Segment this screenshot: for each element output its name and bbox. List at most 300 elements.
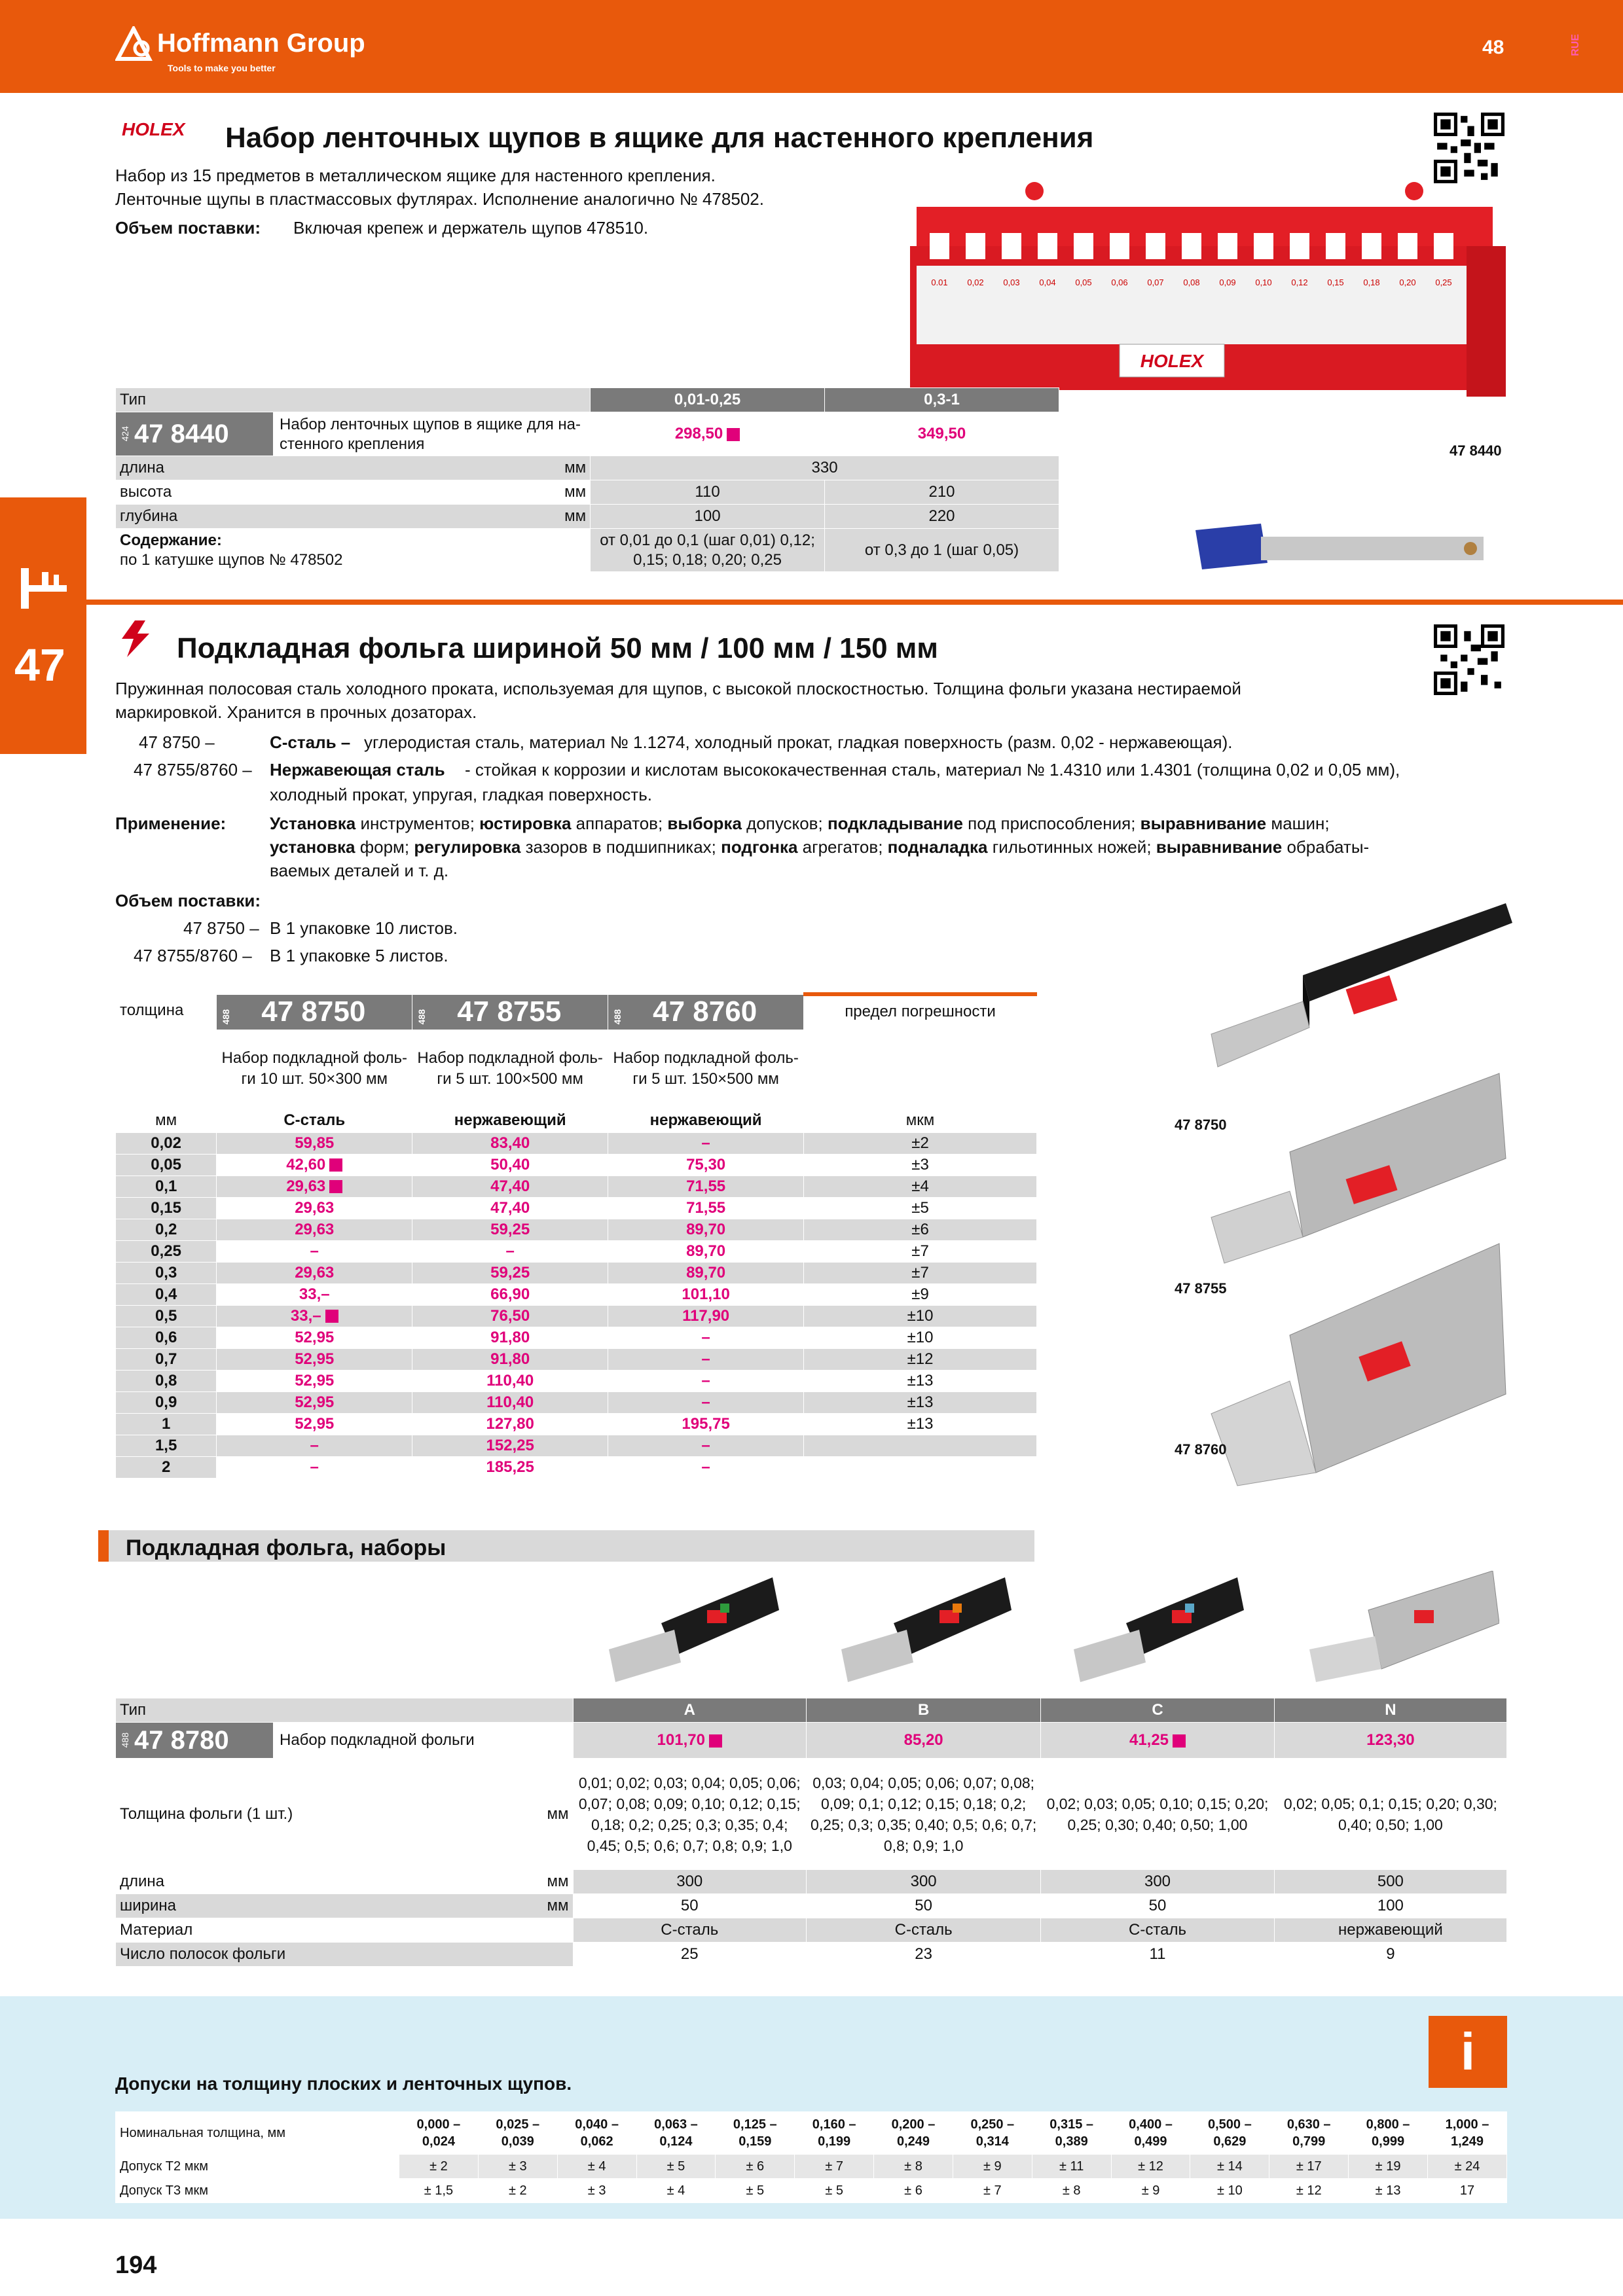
range-line: 0,389 — [1055, 2134, 1088, 2149]
price-cell: – — [608, 1370, 804, 1391]
application-fragment: выравнивание — [1156, 837, 1283, 857]
range-line: 0,024 — [422, 2134, 455, 2149]
table-row — [116, 1413, 1037, 1435]
row-value: 50 — [1041, 1894, 1274, 1918]
desc-478750-l2: ги 10 шт. 50×300 мм — [241, 1070, 388, 1088]
gauge-slot-label: 0,20 — [1399, 278, 1416, 287]
price-N: 123,30 — [1274, 1723, 1506, 1759]
qr-code-icon[interactable] — [1434, 624, 1504, 695]
col-header-2: 0,3-1 — [825, 388, 1059, 412]
application-fragment: регулировка — [414, 837, 521, 857]
delivery2-code1: 47 8750 – — [183, 918, 259, 938]
range-line: 0,199 — [818, 2134, 851, 2149]
price-cell: – — [608, 1327, 804, 1348]
thickness-value: 0,2 — [116, 1219, 217, 1240]
thickness-N — [1274, 1759, 1506, 1870]
thickness-value: 0,5 — [116, 1305, 217, 1327]
error-limit-value — [804, 1435, 1037, 1456]
gauge-slot-label: 0,15 — [1327, 278, 1344, 287]
t2-value: ± 12 — [1111, 2155, 1190, 2179]
thickness-value: 0,02 — [116, 1132, 217, 1154]
table-foil-sets — [115, 1698, 1507, 1967]
price-cell: 89,70 — [608, 1262, 804, 1283]
gauge-slot — [1434, 233, 1453, 259]
application-line2 — [270, 835, 1369, 859]
price-cell: 83,40 — [412, 1132, 608, 1154]
box-brand-label: HOLEX — [1140, 351, 1204, 371]
t3-value: ± 1,5 — [399, 2179, 479, 2203]
depth-value-2: 220 — [825, 505, 1059, 529]
price-cell: 152,25 — [412, 1435, 608, 1456]
unit-mm: мм — [116, 1108, 217, 1132]
table-row — [116, 1219, 1037, 1240]
price-cell: 89,70 — [608, 1219, 804, 1240]
thickness-set-label: Толщина фольги (1 шт.) — [120, 1804, 293, 1823]
price-cell: 33,– — [217, 1283, 412, 1305]
range-line: 0,125 – — [733, 2117, 777, 2132]
content-label: Содержание: — [120, 531, 222, 549]
section-divider — [86, 600, 1623, 605]
gauge-slot-label: 0,08 — [1183, 278, 1200, 287]
table-row — [116, 1305, 1037, 1327]
table-478440 — [115, 387, 1059, 572]
thickness-line: 0,03; 0,04; 0,05; 0,06; 0,07; 0,08; — [812, 1774, 1035, 1791]
price-2: 349,50 — [825, 412, 1059, 456]
price-cell: – — [608, 1435, 804, 1456]
price-cell: 185,25 — [412, 1456, 608, 1478]
range-line: 0,063 – — [654, 2117, 698, 2132]
application-fragment: Установка — [270, 814, 356, 833]
thickness-label: толщина — [116, 994, 217, 1108]
t3-value: ± 9 — [1111, 2179, 1190, 2203]
thickness-value: 0,25 — [116, 1240, 217, 1262]
row-value: 11 — [1041, 1943, 1274, 1967]
delivery2-text1: В 1 упаковке 10 листов. — [270, 918, 458, 938]
error-limit-value: ±12 — [804, 1348, 1037, 1370]
price-cell: 47,40 — [412, 1197, 608, 1219]
gauge-slot-label: 0,12 — [1291, 278, 1308, 287]
material-478760: нержавеющий — [608, 1108, 804, 1132]
range-line: 0,040 – — [575, 2117, 619, 2132]
thickness-line: 0,07; 0,08; 0,09; 0,10; 0,12; 0,15; — [578, 1795, 801, 1812]
nominal-range — [1427, 2112, 1506, 2155]
price-cell: 47,40 — [412, 1175, 608, 1197]
application-fragment: подгонка — [721, 837, 798, 857]
delivery2-text2: В 1 упаковке 5 листов. — [270, 946, 448, 965]
thickness-line: 0,45; 0,5; 0,6; 0,7; 0,8; 0,9; 1,0 — [587, 1837, 792, 1854]
brand-lightning-icon — [115, 619, 161, 658]
gauge-slot-label: 0,02 — [967, 278, 984, 287]
content-2: от 0,3 до 1 (шаг 0,05) — [825, 529, 1059, 572]
price-cell: 29,63 — [217, 1219, 412, 1240]
col-header-1: 0,01-0,25 — [591, 388, 825, 412]
range-line: 0,630 – — [1286, 2117, 1331, 2132]
t2-value: ± 5 — [636, 2155, 716, 2179]
delivery-label: Объем поставки: — [115, 218, 261, 238]
content-sublabel: по 1 катушке щупов № 478502 — [120, 550, 343, 569]
thickness-line: 0,02; 0,05; 0,1; 0,15; 0,20; 0,30; — [1283, 1795, 1497, 1812]
article-prefix: 488 — [416, 1009, 428, 1025]
table-row — [116, 1154, 1037, 1175]
gauge-slot-label: 0,04 — [1039, 278, 1056, 287]
gauge-slot — [1038, 233, 1057, 259]
price-cell: – — [608, 1348, 804, 1370]
section2-desc-line1: Пружинная полосовая сталь холодного проката, используемая для щупов, с высокой плоскостностью. Толщина фольги указана нестираемой — [115, 679, 1241, 698]
range-line: 1,000 – — [1445, 2117, 1489, 2132]
thickness-value: 0,15 — [116, 1197, 217, 1219]
price-1: 298,50 — [591, 412, 825, 456]
error-limit-value: ±13 — [804, 1370, 1037, 1391]
error-limit-value: ±2 — [804, 1132, 1037, 1154]
type-label: Тип — [116, 1698, 574, 1723]
gauge-slot — [1146, 233, 1165, 259]
row-unit: мм — [564, 459, 587, 476]
price-marker-icon — [709, 1734, 722, 1748]
gauge-slot — [1182, 233, 1201, 259]
price-cell: 101,10 — [608, 1283, 804, 1305]
range-line: 0,999 — [1372, 2134, 1405, 2149]
t2-value: ± 2 — [399, 2155, 479, 2179]
table-row — [116, 1283, 1037, 1305]
error-limit-value — [804, 1456, 1037, 1478]
thickness-B — [807, 1759, 1041, 1870]
gauge-slot-label: 0,10 — [1255, 278, 1272, 287]
gauge-slot — [1110, 233, 1129, 259]
content-1b: 0,15; 0,18; 0,20; 0,25 — [633, 550, 782, 569]
nominal-range — [399, 2112, 479, 2155]
row-label-height: высота — [120, 483, 172, 501]
application-fragment: гильотинных ножей; — [987, 837, 1156, 857]
table-row — [116, 1348, 1037, 1370]
gauge-slot — [1326, 233, 1345, 259]
article-prefix: 488 — [120, 1732, 130, 1748]
row-value: С-сталь — [807, 1918, 1041, 1943]
price-cell: 52,95 — [217, 1391, 412, 1413]
thickness-line: 0,25; 0,30; 0,40; 0,50; 1,00 — [1067, 1816, 1248, 1833]
nominal-range — [795, 2112, 874, 2155]
nominal-range — [1190, 2112, 1269, 2155]
nominal-range — [636, 2112, 716, 2155]
article-prefix: 488 — [612, 1009, 623, 1025]
row-value: 500 — [1274, 1870, 1506, 1894]
price-marker-icon — [329, 1158, 342, 1172]
application-fragment: форм; — [355, 837, 414, 857]
price-cell: – — [412, 1240, 608, 1262]
price-A: 101,70 — [573, 1723, 806, 1759]
price-cell: – — [608, 1132, 804, 1154]
range-line: 1,249 — [1450, 2134, 1484, 2149]
t2-value: ± 8 — [874, 2155, 953, 2179]
t2-value: ± 11 — [1032, 2155, 1111, 2179]
nominal-range — [953, 2112, 1032, 2155]
range-line: 0,159 — [739, 2134, 772, 2149]
info-icon: i — [1429, 2016, 1507, 2088]
price-cell: 52,95 — [217, 1413, 412, 1435]
range-line: 0,249 — [896, 2134, 930, 2149]
row-value: 300 — [807, 1870, 1041, 1894]
application-fragment: подналадка — [887, 837, 988, 857]
error-limit-value: ±3 — [804, 1154, 1037, 1175]
application-fragment: установка — [270, 837, 356, 857]
article-name: Набор подкладной фольги — [280, 1731, 475, 1749]
application-fragment: выравнивание — [1140, 814, 1267, 833]
price-cell: 195,75 — [608, 1413, 804, 1435]
page-number: 194 — [115, 2251, 157, 2279]
tolerance-title: Допуски на толщину плоских и ленточных щупов. — [115, 2073, 572, 2094]
material2-text: - стойкая к коррозии и кислотам высококачественная сталь, материал № 1.4310 или 1.4301 (толщина 0,02 и 0,05 мм), — [465, 760, 1400, 780]
col-C: C — [1041, 1698, 1274, 1723]
row-value: 50 — [807, 1894, 1041, 1918]
t3-value: ± 13 — [1349, 2179, 1428, 2203]
row-unit: мм — [564, 507, 587, 525]
price-cell: 33,– — [217, 1305, 412, 1327]
application-fragment: аппаратов; — [571, 814, 668, 833]
table-row — [116, 1132, 1037, 1154]
tolerance-row-label: Допуск Т2 мкм — [116, 2155, 399, 2179]
row-value: 300 — [573, 1870, 806, 1894]
application-fragment: машин; — [1266, 814, 1330, 833]
material1-text: углеродистая сталь, материал № 1.1274, холодный прокат, гладкая поверхность (разм. 0,02 - нержавеющая). — [364, 732, 1233, 752]
table-row — [116, 1262, 1037, 1283]
error-limit-value: ±13 — [804, 1391, 1037, 1413]
range-line: 0,039 — [501, 2134, 534, 2149]
delivery2-code2: 47 8755/8760 – — [134, 946, 252, 965]
nominal-range — [1111, 2112, 1190, 2155]
range-line: 0,800 – — [1366, 2117, 1410, 2132]
t2-value: ± 24 — [1427, 2155, 1506, 2179]
photo-ref-478760: 47 8760 — [1175, 1441, 1227, 1458]
application-fragment: зазоров в подшипниках; — [520, 837, 721, 857]
holex-brand-logo: HOLEX — [122, 119, 185, 139]
table-row — [116, 1943, 1507, 1967]
tolerance-table — [115, 2111, 1507, 2203]
price-cell: 110,40 — [412, 1391, 608, 1413]
range-line: 0,200 – — [891, 2117, 936, 2132]
nominal-range — [478, 2112, 557, 2155]
row-unit: мм — [564, 483, 587, 501]
delivery2-label: Объем поставки: — [115, 891, 261, 910]
price-cell: – — [608, 1456, 804, 1478]
material1-name: С-сталь – — [270, 732, 351, 752]
error-limit-value: ±9 — [804, 1283, 1037, 1305]
gauge-slot-label: 0,03 — [1003, 278, 1020, 287]
photo-ref-478755: 47 8755 — [1175, 1280, 1227, 1297]
section1-desc-line2: Ленточные щупы в пластмассовых футлярах. Исполнение аналогично № 478502. — [115, 189, 764, 209]
t3-value: ± 6 — [874, 2179, 953, 2203]
price-cell: 127,80 — [412, 1413, 608, 1435]
price-marker-icon — [329, 1180, 342, 1193]
t2-value: ± 6 — [716, 2155, 795, 2179]
hoffmann-logo-icon — [115, 26, 155, 62]
row-label: Материал — [120, 1921, 193, 1939]
price-cell: 42,60 — [217, 1154, 412, 1175]
thickness-value: 0,3 — [116, 1262, 217, 1283]
tolerance-row — [116, 2155, 1507, 2179]
content-1a: от 0,01 до 0,1 (шаг 0,01) 0,12; — [600, 531, 815, 549]
row-value: нержавеющий — [1274, 1918, 1506, 1943]
price-cell: 52,95 — [217, 1327, 412, 1348]
table-row — [116, 1197, 1037, 1219]
col-N: N — [1274, 1698, 1506, 1723]
thickness-C — [1041, 1759, 1274, 1870]
application-fragment: допусков; — [741, 814, 828, 833]
table-row — [116, 1327, 1037, 1348]
gauge-slot — [1254, 233, 1273, 259]
product-ref-478440: 47 8440 — [1450, 442, 1502, 459]
price-cell: 29,63 — [217, 1197, 412, 1219]
price-cell: 59,25 — [412, 1262, 608, 1283]
price-cell: – — [217, 1435, 412, 1456]
price-cell: 89,70 — [608, 1240, 804, 1262]
thickness-value: 0,05 — [116, 1154, 217, 1175]
tape-gauge-case-image — [1182, 511, 1497, 576]
range-line: 0,062 — [580, 2134, 613, 2149]
table-row — [116, 1456, 1037, 1478]
error-limit-value: ±7 — [804, 1262, 1037, 1283]
nominal-range — [1032, 2112, 1111, 2155]
tolerance-row — [116, 2179, 1507, 2203]
range-line: 0,124 — [659, 2134, 693, 2149]
tolerance-row-label: Допуск Т3 мкм — [116, 2179, 399, 2203]
t2-value: ± 9 — [953, 2155, 1032, 2179]
thickness-line: 0,25; 0,3; 0,35; 0,40; 0,5; 0,6; 0,7; — [811, 1816, 1037, 1833]
row-label: Число полосок фольги — [120, 1945, 286, 1963]
table-row — [116, 1435, 1037, 1456]
range-line: 0,499 — [1134, 2134, 1167, 2149]
application-fragment: агрегатов; — [797, 837, 888, 857]
thickness-line: 0,01; 0,02; 0,03; 0,04; 0,05; 0,06; — [578, 1774, 801, 1791]
t3-value: 17 — [1427, 2179, 1506, 2203]
row-unit: мм — [547, 1804, 569, 1823]
caliper-icon — [20, 565, 68, 611]
error-limit-label: предел погрешности — [804, 994, 1037, 1108]
price-cell: 71,55 — [608, 1175, 804, 1197]
article-478750: 47 8750 — [261, 996, 366, 1028]
row-unit: мм — [547, 1897, 569, 1914]
price-cell: 52,95 — [217, 1370, 412, 1391]
gauge-slot — [1362, 233, 1381, 259]
col-A: A — [573, 1698, 806, 1723]
t3-value: ± 5 — [716, 2179, 795, 2203]
header-page-number: 48 — [1482, 37, 1504, 58]
article-478760: 47 8760 — [653, 996, 757, 1028]
tolerance-row — [116, 2112, 1507, 2155]
photo-ref-478750: 47 8750 — [1175, 1117, 1227, 1133]
error-limit-value: ±7 — [804, 1240, 1037, 1262]
price-cell: 76,50 — [412, 1305, 608, 1327]
price-cell: 29,63 — [217, 1175, 412, 1197]
price-cell: 91,80 — [412, 1348, 608, 1370]
desc-478760-l2: ги 5 шт. 150×500 мм — [632, 1070, 779, 1088]
desc-478755-l2: ги 5 шт. 100×500 мм — [437, 1070, 583, 1088]
gauge-slot-label: 0.01 — [931, 278, 948, 287]
article-478755: 47 8755 — [457, 996, 562, 1028]
material2-name: Нержавеющая сталь — [270, 760, 445, 780]
thickness-value: 0,6 — [116, 1327, 217, 1348]
nominal-range — [1269, 2112, 1349, 2155]
price-cell: 71,55 — [608, 1197, 804, 1219]
price-cell: – — [217, 1456, 412, 1478]
price-cell: – — [217, 1240, 412, 1262]
nominal-range — [557, 2112, 636, 2155]
thickness-value: 1 — [116, 1413, 217, 1435]
gauge-slot — [930, 233, 949, 259]
price-cell: 66,90 — [412, 1283, 608, 1305]
height-value-2: 210 — [825, 480, 1059, 505]
thickness-value: 0,1 — [116, 1175, 217, 1197]
row-label-length: длина — [120, 459, 165, 476]
row-value: С-сталь — [573, 1918, 806, 1943]
gauge-slot — [1002, 233, 1021, 259]
thickness-line: 0,40; 0,50; 1,00 — [1338, 1816, 1443, 1833]
application-fragment: обрабаты- — [1282, 837, 1370, 857]
gauge-slot — [1074, 233, 1093, 259]
col-B: B — [807, 1698, 1041, 1723]
unit-um: мкм — [804, 1108, 1037, 1132]
desc-478750-l1: Набор подкладной фоль- — [221, 1049, 407, 1067]
t2-value: ± 17 — [1269, 2155, 1349, 2179]
nominal-range — [1349, 2112, 1428, 2155]
red-feeler-gauge-box-image — [903, 154, 1506, 416]
thickness-line: 0,8; 0,9; 1,0 — [883, 1837, 964, 1854]
application-fragment: подкладывание — [827, 814, 963, 833]
error-limit-value: ±6 — [804, 1219, 1037, 1240]
row-label: длина — [120, 1873, 165, 1890]
language-code: RUE — [1570, 34, 1581, 56]
t3-value: ± 12 — [1269, 2179, 1349, 2203]
range-line: 0,500 – — [1207, 2117, 1252, 2132]
table-row — [116, 1918, 1507, 1943]
delivery-text: Включая крепеж и держатель щупов 478510. — [293, 218, 649, 238]
gauge-slot-label: 0,07 — [1147, 278, 1164, 287]
range-line: 0,025 – — [496, 2117, 540, 2132]
range-line: 0,314 — [976, 2134, 1009, 2149]
price-B: 85,20 — [807, 1723, 1041, 1759]
section2-title: Подкладная фольга шириной 50 мм / 100 мм / 150 мм — [177, 632, 938, 664]
thickness-value: 2 — [116, 1456, 217, 1478]
row-value: 100 — [1274, 1894, 1506, 1918]
error-limit-value: ±10 — [804, 1305, 1037, 1327]
range-line: 0,400 – — [1129, 2117, 1173, 2132]
row-label: ширина — [120, 1897, 177, 1914]
article-prefix: 424 — [120, 426, 130, 442]
article-name-line1: Набор ленточных щупов в ящике для на- — [280, 416, 581, 433]
thickness-value: 0,7 — [116, 1348, 217, 1370]
gauge-slot — [1290, 233, 1309, 259]
article-number: 47 8440 — [134, 419, 229, 448]
price-marker-icon — [727, 428, 740, 441]
price-C: 41,25 — [1041, 1723, 1274, 1759]
t3-value: ± 10 — [1190, 2179, 1269, 2203]
row-value: 300 — [1041, 1870, 1274, 1894]
price-cell: 91,80 — [412, 1327, 608, 1348]
price-cell: 50,40 — [412, 1154, 608, 1175]
row-label-depth: глубина — [120, 507, 178, 525]
thickness-line: 0,09; 0,1; 0,12; 0,15; 0,18; 0,2; — [820, 1795, 1027, 1812]
range-line: 0,250 – — [970, 2117, 1015, 2132]
brand-tagline: Tools to make you better — [168, 63, 276, 73]
gauge-slot — [1218, 233, 1237, 259]
article-number: 47 8780 — [134, 1725, 229, 1755]
foil-sets-images — [609, 1571, 1499, 1689]
t2-value: ± 14 — [1190, 2155, 1269, 2179]
desc-478760-l1: Набор подкладной фоль- — [613, 1049, 799, 1067]
t3-value: ± 2 — [478, 2179, 557, 2203]
section1-desc-line1: Набор из 15 предметов в металлическом ящике для настенного крепления. — [115, 166, 716, 185]
nominal-range — [716, 2112, 795, 2155]
t2-value: ± 3 — [478, 2155, 557, 2179]
error-limit-value: ±13 — [804, 1413, 1037, 1435]
